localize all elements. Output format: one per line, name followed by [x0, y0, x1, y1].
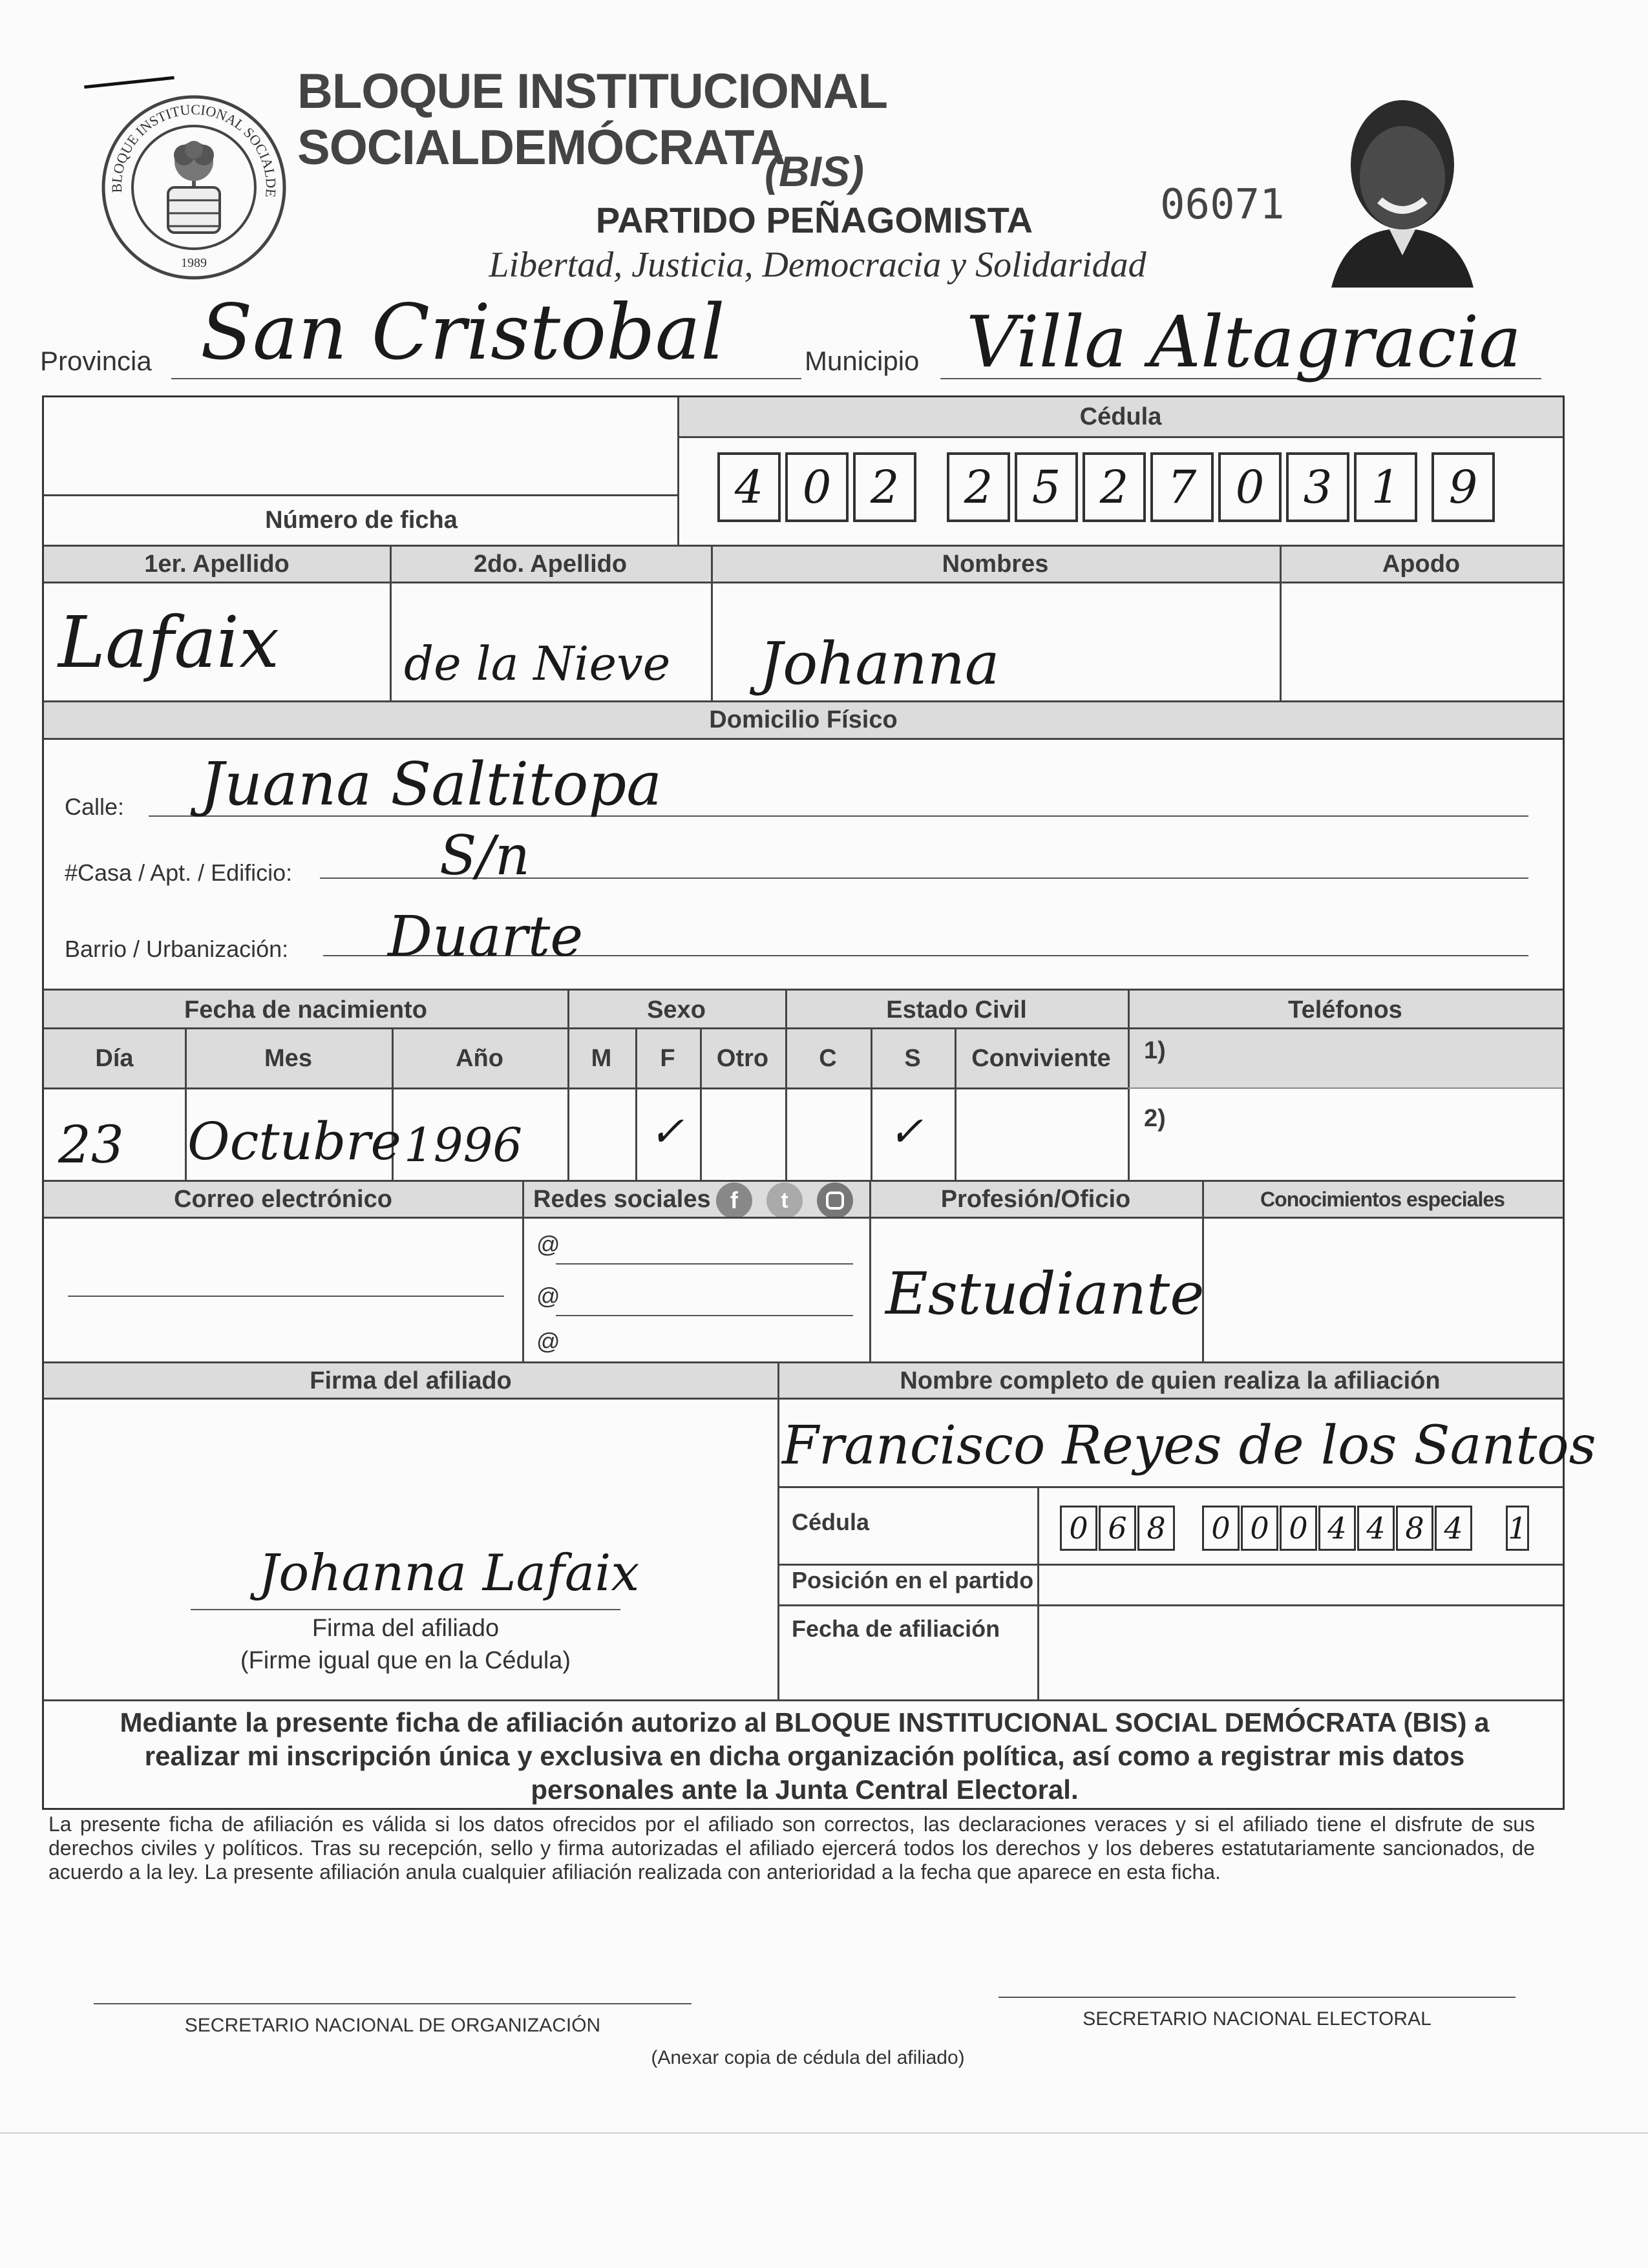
dia-value[interactable]: 23 [58, 1115, 124, 1175]
party-title: BLOQUE INSTITUCIONAL SOCIALDEMÓCRATA [297, 64, 887, 175]
divider [44, 738, 1563, 740]
divider [869, 1182, 871, 1363]
divider [1280, 547, 1282, 702]
divider [1128, 991, 1130, 1181]
apellido2-value[interactable]: de la Nieve [404, 636, 671, 691]
afiliador-header: Nombre completo de quien realiza la afiliación [900, 1367, 1441, 1394]
provincia-label: Provincia [40, 346, 152, 376]
sexo-f-checkmark[interactable]: ✓ [650, 1108, 684, 1156]
page-bottom-edge [0, 2132, 1648, 2134]
correo-label: Correo electrónico [174, 1186, 392, 1213]
party-acronym: (BIS) [765, 147, 864, 195]
provincia-line [171, 378, 801, 379]
numero-ficha-label: Número de ficha [265, 506, 458, 534]
afiliador-cedula-digit[interactable]: 0 [1060, 1506, 1097, 1551]
mes-value[interactable]: Octubre [187, 1111, 401, 1171]
instagram-icon [817, 1182, 853, 1219]
cedula-digit[interactable]: 5 [1015, 452, 1078, 522]
conocimientos-label: Conocimientos especiales [1260, 1188, 1505, 1211]
divider [185, 1029, 187, 1181]
social-handle-2-line[interactable] [556, 1315, 853, 1316]
redes-label: Redes sociales [533, 1186, 711, 1213]
cedula-digit[interactable]: 7 [1150, 452, 1214, 522]
cedula-header: Cédula [679, 397, 1563, 436]
apellido1-value[interactable]: Lafaix [58, 601, 280, 684]
barrio-label: Barrio / Urbanización: [65, 936, 289, 962]
telefono-1-label: 1) [1144, 1037, 1166, 1064]
dia-label: Día [95, 1044, 134, 1072]
party-motto: Libertad, Justicia, Democracia y Solidaridad [489, 245, 1146, 285]
sexo-f-label: F [660, 1044, 675, 1072]
svg-text:BLOQUE INSTITUCIONAL SOCIALDEM: BLOQUE INSTITUCIONAL SOCIALDE [108, 101, 280, 198]
cedula-digit[interactable]: 4 [717, 452, 781, 522]
form-serial-number: 06071 [1160, 181, 1285, 229]
afiliador-cedula-digit[interactable]: 0 [1241, 1506, 1278, 1551]
cedula-digit[interactable]: 1 [1354, 452, 1417, 522]
afiliador-value[interactable]: Francisco Reyes de los Santos [782, 1415, 1596, 1476]
profesion-label: Profesión/Oficio [940, 1186, 1131, 1213]
divider [390, 547, 392, 702]
authorization-statement: Mediante la presente ficha de afiliación autorizo al BLOQUE INSTITUCIONAL SOCIAL DEMÓCRATA (BIS) a realizar mi inscripción única y exclusiva en dicha organización política, así como a registrar mis datos personales ante la Junta Central Electoral. [120, 1707, 1490, 1805]
divider [777, 1604, 1563, 1606]
ano-value[interactable]: 1996 [404, 1118, 523, 1172]
calle-value[interactable]: Juana Saltitopa [200, 750, 662, 819]
casa-value[interactable]: S/n [439, 824, 530, 887]
divider [785, 991, 787, 1181]
estado-s-label: S [904, 1044, 921, 1072]
divider [44, 1087, 1128, 1089]
divider [635, 1029, 637, 1181]
posicion-label: Posición en el partido [792, 1567, 1034, 1593]
cedula-digit[interactable]: 2 [853, 452, 916, 522]
party-seal [97, 90, 291, 284]
social-handle-1-line[interactable] [556, 1263, 853, 1265]
divider [1037, 1486, 1039, 1699]
divider [44, 494, 679, 496]
divider [711, 547, 713, 702]
municipio-label: Municipio [805, 346, 920, 376]
profesion-value[interactable]: Estudiante [885, 1260, 1205, 1328]
correo-line [68, 1296, 504, 1297]
firma-afiliado-header: Firma del afiliado [310, 1367, 512, 1394]
fecha-nacimiento-label: Fecha de nacimiento [184, 996, 427, 1024]
telefonos-label: Teléfonos [1288, 996, 1402, 1024]
sec-elec-line [998, 1997, 1516, 1998]
estado-s-checkmark[interactable]: ✓ [889, 1108, 924, 1156]
sec-org-label: SECRETARIO NACIONAL DE ORGANIZACIÓN [184, 2015, 601, 2036]
legal-disclaimer: La presente ficha de afiliación es válida si los datos ofrecidos por el afiliado son correctos, las declaraciones veraces y si el afiliado tiene el disfrute de sus derechos civiles y políticos. Tras su recepción, sello y firma autorizadas el afiliado ejercerá todos los derechos y los deberes estatutariamente sancionados, de acuerdo a la ley. La presente afiliación anula cualquier afiliación realizada con anterioridad a la fecha que aparece en esta ficha. [48, 1812, 1535, 1884]
afiliador-cedula-digit[interactable]: 8 [1396, 1506, 1433, 1551]
firma-caption: Firma del afiliado [312, 1614, 500, 1642]
divider [777, 1564, 1563, 1566]
divider [44, 1398, 1563, 1400]
firma-afiliado-value[interactable]: Johanna Lafaix [259, 1544, 640, 1602]
sexo-label: Sexo [647, 996, 706, 1024]
social-handle-3-at: @ [536, 1328, 560, 1354]
cedula-digit[interactable]: 2 [947, 452, 1010, 522]
cedula-digit[interactable]: 3 [1286, 452, 1349, 522]
seal-year: 1989 [181, 256, 207, 270]
casa-label: #Casa / Apt. / Edificio: [65, 859, 293, 886]
divider [955, 1029, 956, 1181]
divider [777, 1486, 1563, 1488]
sec-elec-label: SECRETARIO NACIONAL ELECTORAL [1083, 2008, 1431, 2030]
cedula-digit[interactable]: 0 [1218, 452, 1282, 522]
cedula-digit[interactable]: 2 [1083, 452, 1146, 522]
telefono-2-label: 2) [1144, 1105, 1166, 1132]
afiliador-cedula-digit[interactable]: 8 [1137, 1506, 1175, 1551]
apellido2-label: 2do. Apellido [473, 551, 628, 578]
estado-c-label: C [819, 1044, 837, 1072]
social-handle-1-at: @ [536, 1231, 560, 1257]
afiliador-cedula-digit[interactable]: 6 [1099, 1506, 1136, 1551]
barrio-value[interactable]: Duarte [388, 905, 584, 969]
divider [679, 436, 1563, 438]
fecha-afiliacion-label: Fecha de afiliación [792, 1615, 1000, 1642]
estado-civil-label: Estado Civil [886, 996, 1027, 1024]
anexar-note: (Anexar copia de cédula del afiliado) [651, 2047, 965, 2068]
apellido1-label: 1er. Apellido [144, 551, 290, 578]
calle-label: Calle: [65, 793, 125, 820]
twitter-icon: t [766, 1182, 803, 1219]
afiliador-cedula-digit[interactable]: 4 [1435, 1506, 1472, 1551]
sec-org-line [94, 2003, 692, 2004]
divider [700, 1029, 702, 1181]
divider [567, 991, 569, 1181]
apodo-label: Apodo [1382, 551, 1461, 578]
divider [871, 1029, 872, 1181]
sexo-otro-label: Otro [716, 1044, 769, 1072]
afiliador-cedula-digit[interactable]: 4 [1318, 1506, 1356, 1551]
divider [1128, 1087, 1563, 1089]
ano-label: Año [456, 1044, 503, 1072]
divider [777, 1363, 779, 1699]
divider [44, 582, 1563, 583]
divider [44, 1217, 1563, 1219]
firma-note: (Firme igual que en la Cédula) [240, 1646, 571, 1674]
leader-portrait [1318, 87, 1486, 288]
facebook-icon: f [716, 1182, 752, 1219]
afiliador-cedula-label: Cédula [792, 1509, 870, 1535]
afiliador-cedula-digit[interactable]: 0 [1280, 1506, 1317, 1551]
nombres-label: Nombres [942, 551, 1049, 578]
afiliador-cedula-digit[interactable]: 1 [1506, 1506, 1529, 1551]
divider [522, 1182, 524, 1363]
provincia-value[interactable]: San Cristobal [200, 288, 725, 377]
municipio-value[interactable]: Villa Altagracia [966, 300, 1521, 383]
party-name: PARTIDO PEÑAGOMISTA [595, 199, 1033, 240]
cedula-digit[interactable]: 0 [785, 452, 849, 522]
social-handle-2-at: @ [536, 1283, 560, 1309]
estado-conviviente-label: Conviviente [971, 1044, 1111, 1072]
sexo-m-label: M [591, 1044, 612, 1072]
afiliador-cedula-digit[interactable]: 0 [1202, 1506, 1240, 1551]
afiliador-cedula-digit[interactable]: 4 [1357, 1506, 1395, 1551]
stray-mark [84, 76, 174, 89]
firma-line [191, 1609, 620, 1610]
cedula-digit[interactable]: 9 [1431, 452, 1495, 522]
domicilio-header: Domicilio Físico [44, 702, 1563, 738]
nombres-value[interactable]: Johanna [759, 630, 1000, 698]
mes-label: Mes [264, 1044, 312, 1072]
divider [1128, 1027, 1563, 1029]
